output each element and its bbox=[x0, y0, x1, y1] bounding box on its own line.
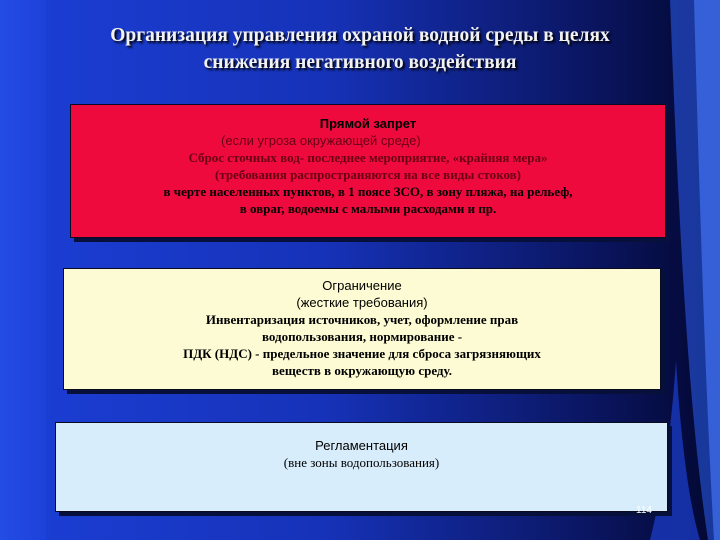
title-line-2: снижения негативного воздействия bbox=[203, 52, 517, 73]
prohibition-line-3: в черте населенных пунктов, в 1 поясе ЗСО, в зону пляжа, на рельеф, bbox=[163, 184, 573, 199]
title-line-1: Организация управления охраной водной среды в целях bbox=[110, 25, 610, 46]
restriction-subheading: (жесткие требования) bbox=[296, 295, 428, 310]
restriction-heading: Ограничение bbox=[322, 278, 402, 293]
prohibition-box bbox=[70, 104, 666, 238]
restriction-box bbox=[63, 268, 661, 390]
restriction-line-1: Инвентаризация источников, учет, оформление прав bbox=[205, 312, 519, 327]
prohibition-heading: Прямой запрет bbox=[319, 116, 417, 131]
slide-title bbox=[40, 22, 680, 76]
prohibition-line-1: Сброс сточных вод- последнее мероприятие, «крайняя мера» bbox=[188, 150, 548, 165]
prohibition-line-4: в овраг, водоемы с малыми расходами и пр. bbox=[239, 201, 497, 216]
regulation-subheading: (вне зоны водопользования) bbox=[283, 455, 440, 470]
regulation-heading: Регламентация bbox=[315, 438, 408, 453]
restriction-line-3: ПДК (НДС) - предельное значение для сброса загрязняющих bbox=[183, 346, 541, 361]
regulation-box bbox=[55, 422, 668, 512]
left-decor-stripe bbox=[0, 0, 46, 540]
restriction-line-4: веществ в окружающую среду. bbox=[272, 363, 452, 378]
restriction-line-2: водопользования, нормирование - bbox=[261, 329, 463, 344]
prohibition-line-2: (требования распространяются на все виды стоков) bbox=[215, 167, 521, 182]
prohibition-subheading: (если угроза окружающей среде) bbox=[221, 133, 421, 148]
page-number: 114 bbox=[636, 505, 652, 516]
